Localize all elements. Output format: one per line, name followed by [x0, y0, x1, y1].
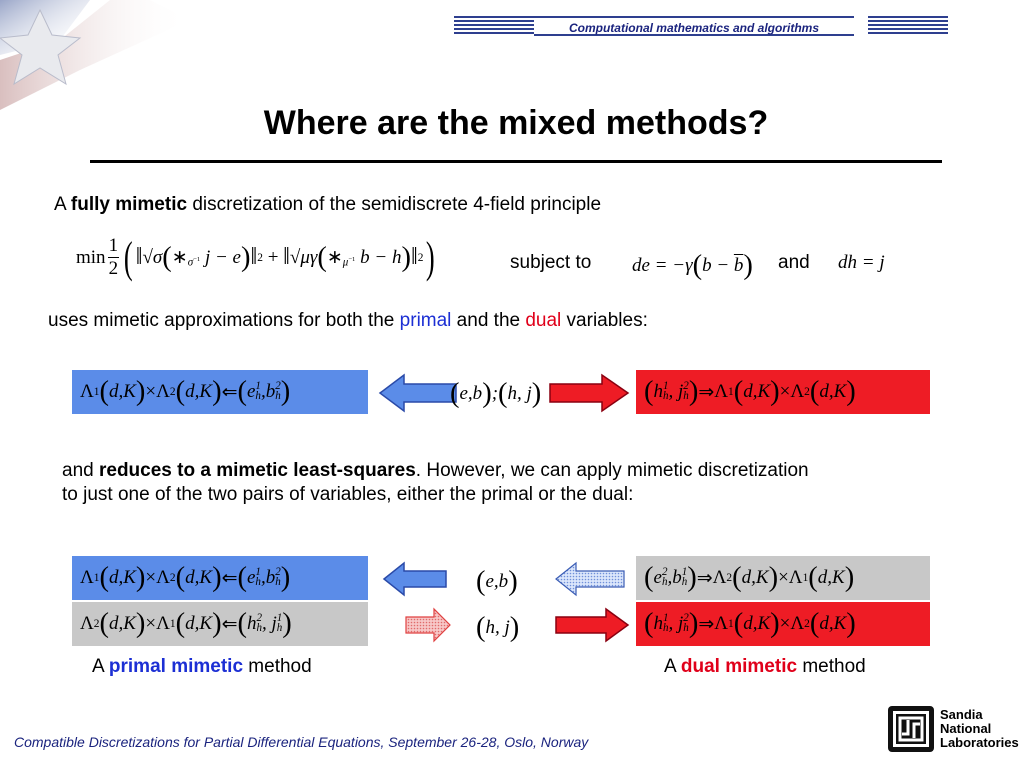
header-banner: Computational mathematics and algorithms [534, 16, 854, 36]
and-label: and [778, 252, 810, 273]
arrow-left-blue [378, 372, 458, 414]
title-divider [90, 160, 942, 163]
arrow-left-blue-dotted [554, 560, 626, 598]
arrow-right-red-small [554, 606, 630, 644]
variables-hj: (h, j) [476, 612, 520, 643]
approx-text: uses mimetic approximations for both the primal and the dual variables: [48, 310, 648, 331]
intro-text: A fully mimetic discretization of the semidiscrete 4-field principle [54, 194, 602, 215]
variables-eb: (e,b) [476, 566, 518, 597]
constraint-de: de = $-\gamma(b - \overline{b})$ [632, 250, 753, 281]
sandia-logo-text: Sandia National Laboratories [940, 707, 1019, 750]
footer-conference: Compatible Discretizations for Partial Differential Equations, September 26-28, Oslo, Norway [14, 734, 589, 750]
subject-to-label: subject to [510, 252, 592, 273]
primal-space-box: Λ 1 ( d,K ) × Λ 2 ( d,K ) ⇐ ( e 1 h ,b 2 h ) [72, 370, 368, 414]
reduce-text: and reduces to a mimetic least-squares. However, we can apply mimetic discretization to just one of the two pairs of variables, either the primal or the dual: [62, 460, 809, 505]
primal-method-eb-box: Λ 1 ( d,K ) × Λ 2 ( d,K ) ⇐ ( e 1 h ,b 2 h ) [72, 556, 368, 600]
slide-title: Where are the mixed methods? [263, 104, 769, 142]
min-formula: min 1 2 ( ‖ √ σ ( ∗ $\sigma^{-1}$ j − e ) ‖ 2 + ‖ √ μγ ( ∗ $\mu^{-1}$ b − h ) ‖ 2 ) [76, 233, 436, 282]
dual-method-eb-box: ( e 2 h ,b 1 h ) ⇒ Λ 2 ( d,K ) × Λ 1 ( d,K ) [636, 556, 930, 600]
continuous-variables: (e,b);(h, j) [450, 378, 542, 409]
constraint-dh: dh = j [838, 252, 885, 273]
arrow-right-red [548, 372, 630, 414]
dual-space-box: ( h 1 h , j 2 h ) ⇒ Λ 1 ( d,K ) × Λ 2 ( d,K ) [636, 370, 930, 414]
primal-method-caption: A primal mimetic method [92, 656, 312, 677]
dual-method-caption: A dual mimetic method [664, 656, 866, 677]
primal-method-hj-box: Λ 2 ( d,K ) × Λ 1 ( d,K ) ⇐ ( h 2 h , j 1 h ) [72, 602, 368, 646]
star-graphic [0, 0, 200, 110]
banner-stripes-right [868, 16, 948, 36]
dual-method-hj-box: ( h 1 h , j 2 h ) ⇒ Λ 1 ( d,K ) × Λ 2 ( d,K ) [636, 602, 930, 646]
arrow-left-blue-small [382, 560, 448, 598]
sandia-logo-icon [888, 706, 934, 752]
banner-stripes-left [454, 16, 534, 36]
arrow-right-pink-dotted [404, 606, 452, 644]
